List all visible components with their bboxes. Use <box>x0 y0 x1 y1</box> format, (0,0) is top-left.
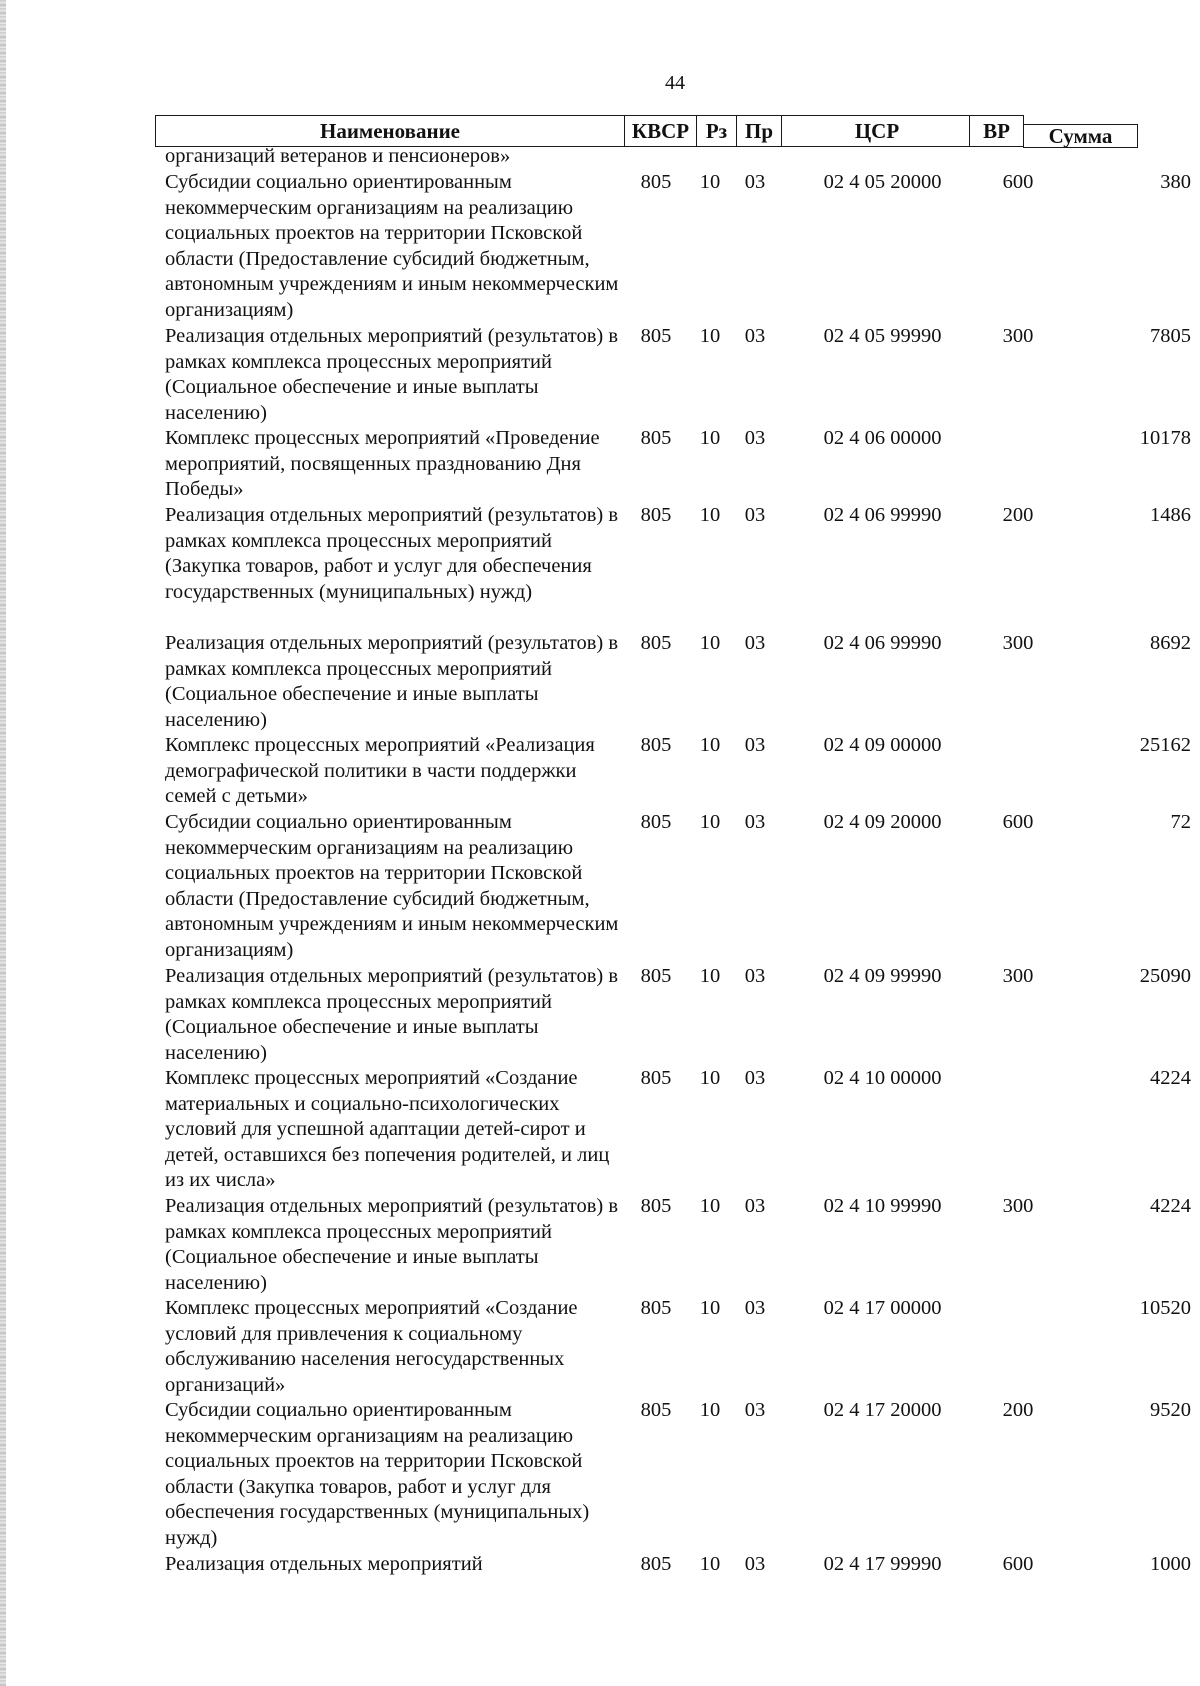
budget-table <box>0 146 1200 1578</box>
table-row <box>0 810 1200 964</box>
row-kvsr: 805 <box>640 504 672 526</box>
row-csr: 02 4 09 00000 <box>823 734 942 756</box>
row-sum: 1486 <box>1150 504 1191 526</box>
row-vr: 300 <box>1002 965 1034 987</box>
row-name: Реализация отдельных мероприятий (результатов) в рамках комплекса процессных мероприятий (Социальное обеспечение и иные выплаты населению) <box>165 325 619 424</box>
header-pr: Пр <box>736 115 782 147</box>
row-sum: 4224 <box>1150 1195 1191 1217</box>
row-csr: 02 4 06 00000 <box>823 427 942 449</box>
row-csr: 02 4 06 99990 <box>823 504 942 526</box>
row-pr: 03 <box>744 632 766 654</box>
page-number: 44 <box>665 72 685 94</box>
row-rz: 10 <box>699 965 721 987</box>
row-csr: 02 4 17 99990 <box>823 1553 942 1575</box>
row-name: Комплекс процессных мероприятий «Реализация демографической политики в части поддержки семей с детьми» <box>165 734 595 808</box>
row-rz: 10 <box>699 1297 721 1319</box>
row-vr: 200 <box>1002 1399 1034 1421</box>
row-pr: 03 <box>744 427 766 449</box>
header-sum: Сумма <box>1023 124 1138 148</box>
row-vr <box>988 1296 1048 1398</box>
row-vr: 300 <box>1002 632 1034 654</box>
table-row <box>0 733 1200 810</box>
row-sum: 380 <box>1160 171 1191 193</box>
header-name: Наименование <box>155 115 625 147</box>
row-kvsr: 805 <box>640 171 672 193</box>
row-rz: 10 <box>699 1067 721 1089</box>
row-kvsr: 805 <box>640 811 672 833</box>
row-pr: 03 <box>744 1297 766 1319</box>
row-rz: 10 <box>699 504 721 526</box>
row-name: Реализация отдельных мероприятий (результатов) в рамках комплекса процессных мероприятий (Социальное обеспечение и иные выплаты населению) <box>165 965 619 1064</box>
table-row <box>0 964 1200 1066</box>
row-name: Субсидии социально ориентированным некоммерческим организациям на реализацию социальных проектов на территории Псковской области (Закупка товаров, работ и услуг для обеспечения государственных (муниципальных) нужд) <box>165 1399 590 1549</box>
row-pr: 03 <box>744 171 766 193</box>
row-name: Реализация отдельных мероприятий (результатов) в рамках комплекса процессных мероприятий (Закупка товаров, работ и услуг для обеспечения государственных (муниципальных) нужд) <box>165 504 619 603</box>
row-pr: 03 <box>744 1399 766 1421</box>
row-csr: 02 4 09 99990 <box>823 965 942 987</box>
row-pr: 03 <box>744 811 766 833</box>
row-sum: 25162 <box>1139 734 1191 756</box>
row-vr: 200 <box>1002 504 1034 526</box>
row-kvsr: 805 <box>640 965 672 987</box>
row-vr <box>988 1066 1048 1194</box>
row-name: Субсидии социально ориентированным некоммерческим организациям на реализацию социальных проектов на территории Псковской области (Предоставление субсидий бюджетным, автономным учреждениям и иным некоммерческим организациям) <box>165 171 619 321</box>
row-name: Реализация отдельных мероприятий <box>165 1553 483 1575</box>
row-sum: 10520 <box>1139 1297 1191 1319</box>
row-pr: 03 <box>744 504 766 526</box>
row-pr: 03 <box>744 734 766 756</box>
row-kvsr: 805 <box>640 734 672 756</box>
row-vr: 300 <box>1002 1195 1034 1217</box>
row-sum: 25090 <box>1139 965 1191 987</box>
row-pr: 03 <box>744 1553 766 1575</box>
row-kvsr: 805 <box>640 1067 672 1089</box>
table-row <box>0 170 1200 324</box>
table-row <box>0 146 1200 170</box>
row-kvsr: 805 <box>640 325 672 347</box>
row-vr: 600 <box>1002 171 1034 193</box>
row-sum: 10178 <box>1139 427 1191 449</box>
row-csr: 02 4 10 99990 <box>823 1195 942 1217</box>
table-row <box>0 631 1200 733</box>
row-rz: 10 <box>699 632 721 654</box>
header-rz: Рз <box>696 115 737 147</box>
row-kvsr: 805 <box>640 1297 672 1319</box>
row-rz: 10 <box>699 1195 721 1217</box>
row-csr: 02 4 05 20000 <box>823 171 942 193</box>
row-csr: 02 4 17 20000 <box>823 1399 942 1421</box>
row-vr: 300 <box>1002 325 1034 347</box>
table-row <box>0 503 1200 631</box>
table-row <box>0 1194 1200 1296</box>
row-csr: 02 4 05 99990 <box>823 325 942 347</box>
row-kvsr: 805 <box>640 1399 672 1421</box>
row-sum: 8692 <box>1150 632 1191 654</box>
row-sum: 72 <box>1170 811 1191 833</box>
row-csr: 02 4 09 20000 <box>823 811 942 833</box>
row-name: Реализация отдельных мероприятий (результатов) в рамках комплекса процессных мероприятий (Социальное обеспечение и иные выплаты населению) <box>165 1195 619 1294</box>
row-pr: 03 <box>744 325 766 347</box>
row-kvsr: 805 <box>640 632 672 654</box>
row-rz: 10 <box>699 1553 721 1575</box>
row-csr: 02 4 10 00000 <box>823 1067 942 1089</box>
row-kvsr: 805 <box>640 1553 672 1575</box>
row-vr <box>988 733 1048 810</box>
row-name: Реализация отдельных мероприятий (результатов) в рамках комплекса процессных мероприятий (Социальное обеспечение и иные выплаты населению) <box>165 632 619 731</box>
row-pr: 03 <box>744 1195 766 1217</box>
row-name: Комплекс процессных мероприятий «Создание условий для привлечения к социальному обслуживанию населения негосударственных организаций» <box>165 1297 578 1396</box>
row-vr <box>988 426 1048 503</box>
row-csr: 02 4 17 00000 <box>823 1297 942 1319</box>
table-row <box>0 324 1200 426</box>
row-pr: 03 <box>744 965 766 987</box>
row-kvsr: 805 <box>640 427 672 449</box>
row-csr: 02 4 06 99990 <box>823 632 942 654</box>
table-row <box>0 1296 1200 1398</box>
row-sum: 4224 <box>1150 1067 1191 1089</box>
row-rz: 10 <box>699 427 721 449</box>
row-rz: 10 <box>699 171 721 193</box>
row-sum: 7805 <box>1150 325 1191 347</box>
row-sum: 1000 <box>1150 1553 1191 1575</box>
table-row <box>0 1066 1200 1194</box>
row-rz: 10 <box>699 1399 721 1421</box>
table-row <box>0 1398 1200 1552</box>
row-rz: 10 <box>699 325 721 347</box>
row-name: организаций ветеранов и пенсионеров» <box>165 145 511 167</box>
row-rz: 10 <box>699 811 721 833</box>
table-row <box>0 1552 1200 1578</box>
header-csr: ЦСР <box>781 115 973 147</box>
row-vr: 600 <box>1002 811 1034 833</box>
row-kvsr: 805 <box>640 1195 672 1217</box>
row-pr: 03 <box>744 1067 766 1089</box>
row-name: Комплекс процессных мероприятий «Создание материальных и социально-психологических условий для успешной адаптации детей-сирот и детей, оставшихся без попечения родителей, и лиц из их числа» <box>165 1067 610 1192</box>
header-vr: ВР <box>969 115 1024 147</box>
row-name: Комплекс процессных мероприятий «Проведение мероприятий, посвященных празднованию Дня Победы» <box>165 427 600 501</box>
header-kvsr: КВСР <box>624 115 697 147</box>
table-row <box>0 426 1200 503</box>
row-rz: 10 <box>699 734 721 756</box>
row-sum: 9520 <box>1150 1399 1191 1421</box>
row-vr: 600 <box>1002 1553 1034 1575</box>
row-name: Субсидии социально ориентированным некоммерческим организациям на реализацию социальных проектов на территории Псковской области (Предоставление субсидий бюджетным, автономным учреждениям и иным некоммерческим организациям) <box>165 811 619 961</box>
